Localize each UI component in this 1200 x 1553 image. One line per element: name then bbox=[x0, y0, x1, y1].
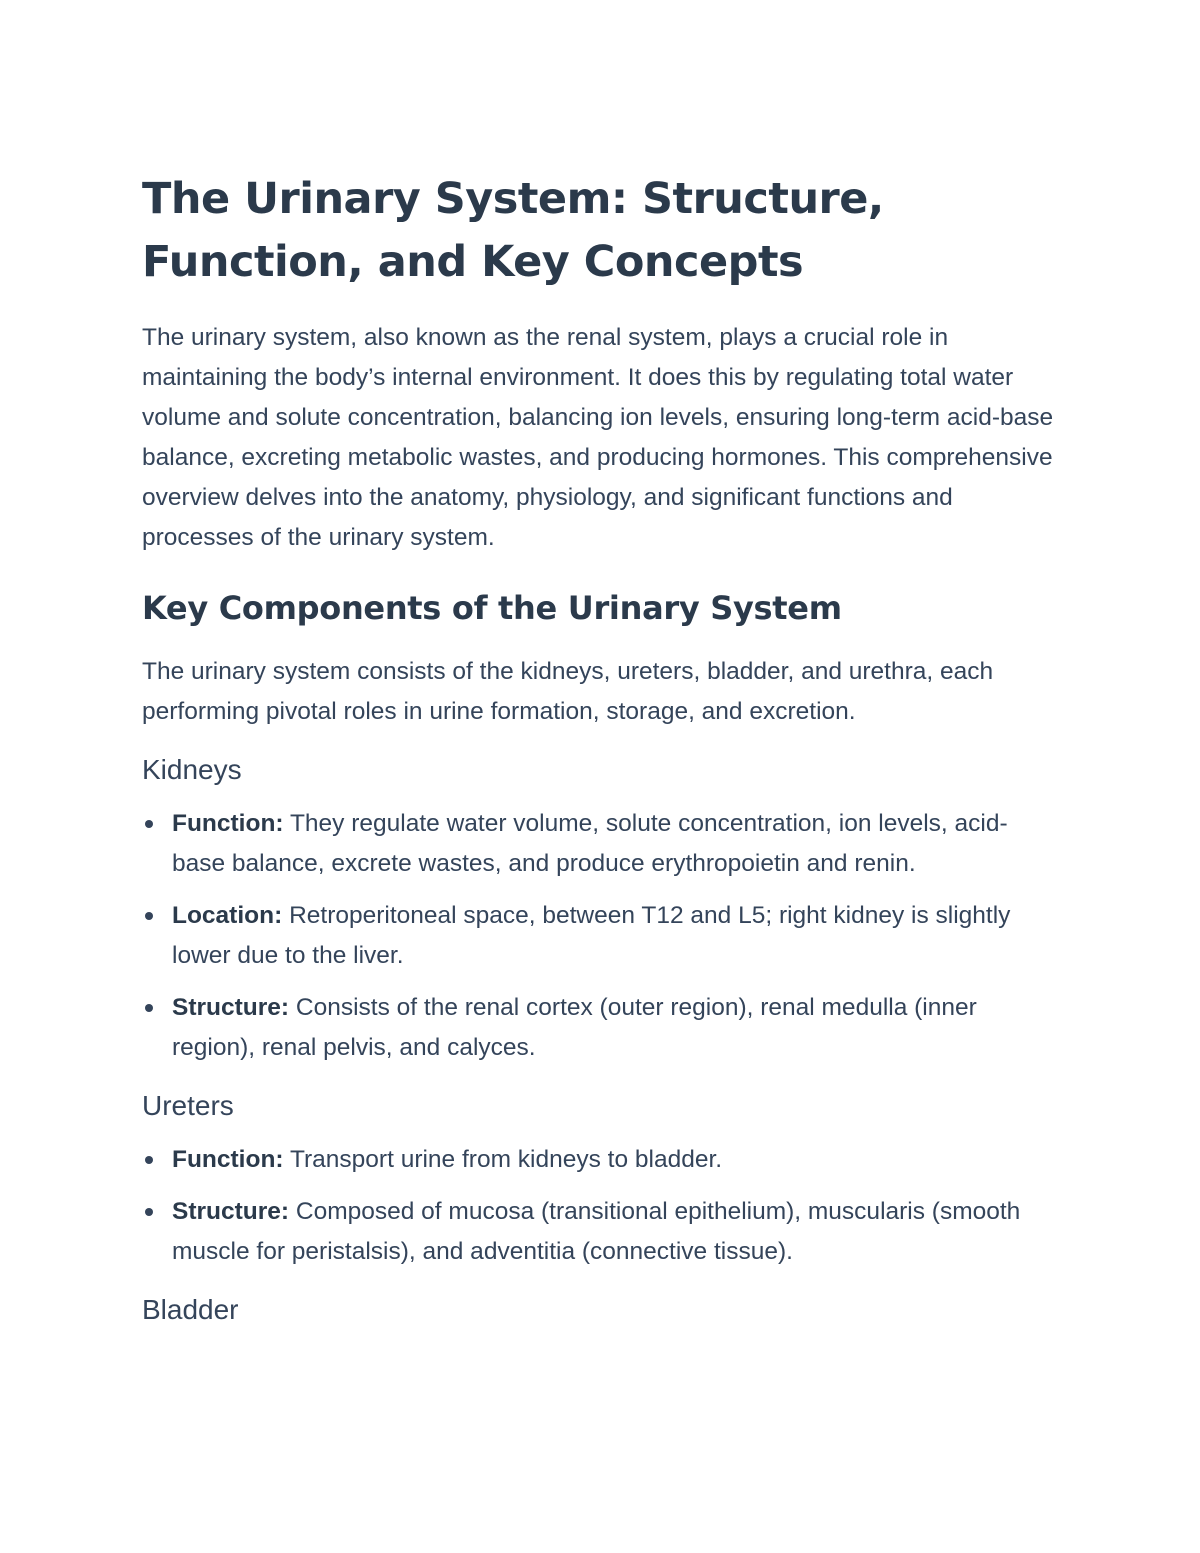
list-item bbox=[142, 988, 1052, 1068]
intro-paragraph: The urinary system, also known as the renal system, plays a crucial role in maintaining the body’s internal environment. It does this by regulating total water volume and solute concentration, balancing ion levels, ensuring long-term acid-base balance, excreting metabolic wastes, and producing hormones. This comprehensive overview delves into the anatomy, physiology, and significant functions and processes of the urinary system. bbox=[142, 324, 1054, 551]
ureters-list bbox=[142, 1140, 1060, 1272]
list-item bbox=[142, 896, 1052, 976]
list-item bbox=[142, 804, 1052, 884]
item-term: Location: bbox=[172, 902, 283, 929]
key-components-paragraph: The urinary system consists of the kidneys, ureters, bladder, and urethra, each performing pivotal roles in urine formation, storage, and excretion. bbox=[142, 658, 994, 725]
item-term: Structure: bbox=[172, 994, 290, 1021]
kidneys-list bbox=[142, 804, 1060, 1068]
item-text: Retroperitoneal space, between T12 and L5; right kidney is slightly lower due to the liver. bbox=[172, 902, 1011, 969]
bullet-icon bbox=[145, 1208, 153, 1216]
list-item bbox=[142, 1140, 1052, 1180]
item-term: Structure: bbox=[172, 1198, 290, 1225]
item-text: They regulate water volume, solute concentration, ion levels, acid-base balance, excrete wastes, and produce erythropoietin and renin. bbox=[172, 810, 1008, 877]
kidneys-heading: Kidneys bbox=[142, 754, 242, 785]
item-term: Function: bbox=[172, 810, 284, 837]
item-text: Transport urine from kidneys to bladder. bbox=[289, 1146, 723, 1173]
key-components-heading: Key Components of the Urinary System bbox=[142, 589, 842, 627]
bladder-heading: Bladder bbox=[142, 1294, 239, 1325]
document-title: The Urinary System: Structure, Function, and Key Concepts bbox=[142, 174, 884, 287]
ureters-heading: Ureters bbox=[142, 1090, 234, 1121]
bullet-icon bbox=[145, 912, 153, 920]
item-term: Function: bbox=[172, 1146, 284, 1173]
list-item bbox=[142, 1192, 1052, 1272]
bullet-icon bbox=[145, 1156, 153, 1164]
item-text: Composed of mucosa (transitional epithelium), muscularis (smooth muscle for peristalsis), and adventitia (connective tissue). bbox=[172, 1198, 1021, 1265]
bullet-icon bbox=[145, 820, 153, 828]
item-text: Consists of the renal cortex (outer region), renal medulla (inner region), renal pelvis, and calyces. bbox=[172, 994, 977, 1061]
bullet-icon bbox=[145, 1004, 153, 1012]
